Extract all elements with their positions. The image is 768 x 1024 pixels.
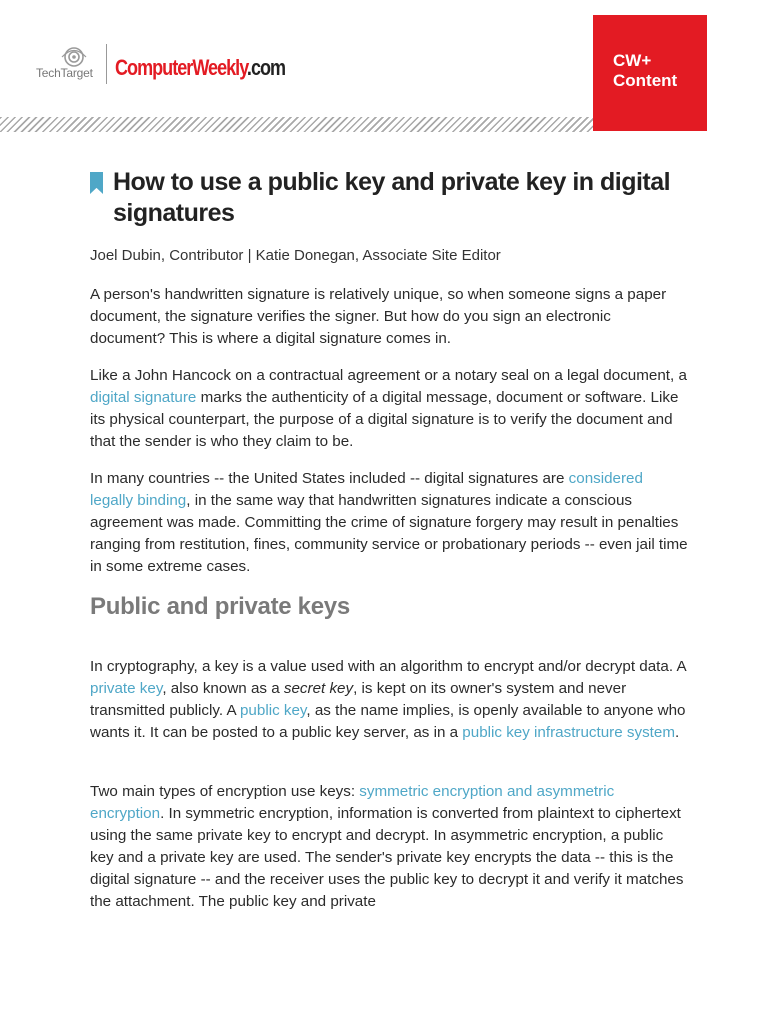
text-run: . In symmetric encryption, information is converted from plaintext to ciphertext using the same private key to encrypt and decrypt. In asymmetric encryption, a public key and a private key are used. The sender's private key encrypts the data -- this is the digital signature -- and the receiver uses the public key to decrypt it and verify it matches the attachment. The public key and private (90, 805, 684, 910)
private-key-link[interactable]: private key (90, 680, 163, 697)
public-key-link[interactable]: public key (239, 702, 307, 719)
section-heading: Public and private keys (90, 593, 350, 620)
cw-plus-content-badge (593, 15, 707, 131)
content-label: Content (613, 71, 678, 90)
hatch-divider (0, 117, 593, 132)
text-run: , also known as a (162, 680, 284, 697)
cw-plus-label: CW+ (613, 51, 652, 70)
computerweekly-logo[interactable] (115, 55, 285, 81)
paragraph-legally-binding (90, 468, 690, 578)
text-run: marks the authenticity of a digital message, document or software. Like its physical counterpart, the purpose of a digital signature is to verify the document and that the sender is who they claim to be. (90, 389, 679, 450)
text-run: In many countries -- the United States included -- digital signatures are (90, 470, 569, 487)
text-run: Like a John Hancock on a contractual agreement or a notary seal on a legal document, a (90, 367, 687, 384)
paragraph-john-hancock (90, 365, 690, 453)
brand-main: ComputerWeekly (115, 55, 247, 80)
paragraph-keys (90, 656, 690, 744)
text-run: , in the same way that handwritten signatures indicate a conscious agreement was made. Committing the crime of signature forgery may result in penalties ranging from restitution, fines, community service or probationary periods -- even jail time in some extreme cases. (90, 492, 688, 575)
techtarget-logo[interactable] (34, 44, 104, 84)
eye-icon (60, 46, 88, 68)
text-run: Two main types of encryption use keys: (90, 783, 360, 800)
digital-signature-link[interactable]: digital signature (90, 389, 197, 406)
public-key-infrastructure-link[interactable]: public key infrastructure system (462, 724, 675, 741)
text-run: , is kept on its owner's system and never transmitted publicly. A (90, 680, 627, 719)
text-run: In cryptography, a key is a value used with an algorithm to encrypt and/or decrypt data. A (90, 658, 686, 675)
text-run: . (675, 724, 680, 741)
secret-key-emphasis: secret key (283, 680, 354, 697)
paragraph-intro: A person's handwritten signature is relatively unique, so when someone signs a paper document, the signature verifies the signer. But how do you sign an electronic document? This is where a digital signature comes in. (90, 286, 667, 347)
techtarget-label: TechTarget (36, 66, 93, 80)
paragraph-encryption-types (90, 781, 690, 913)
brand-suffix: .com (246, 55, 286, 80)
text-run: , as the name implies, is openly available to anyone who wants it. It can be posted to a public key server, as in a (90, 702, 686, 741)
bookmark-icon (90, 172, 103, 194)
page-header (0, 0, 768, 140)
article-byline: Joel Dubin, Contributor | Katie Donegan, Associate Site Editor (90, 247, 501, 264)
considered-legally-binding-link[interactable]: considered legally binding (90, 470, 643, 509)
symmetric-asymmetric-encryption-link[interactable]: symmetric encryption and asymmetric encryption (90, 783, 615, 822)
logo-divider (106, 44, 107, 84)
article-title: How to use a public key and private key in digital signatures (113, 168, 671, 227)
